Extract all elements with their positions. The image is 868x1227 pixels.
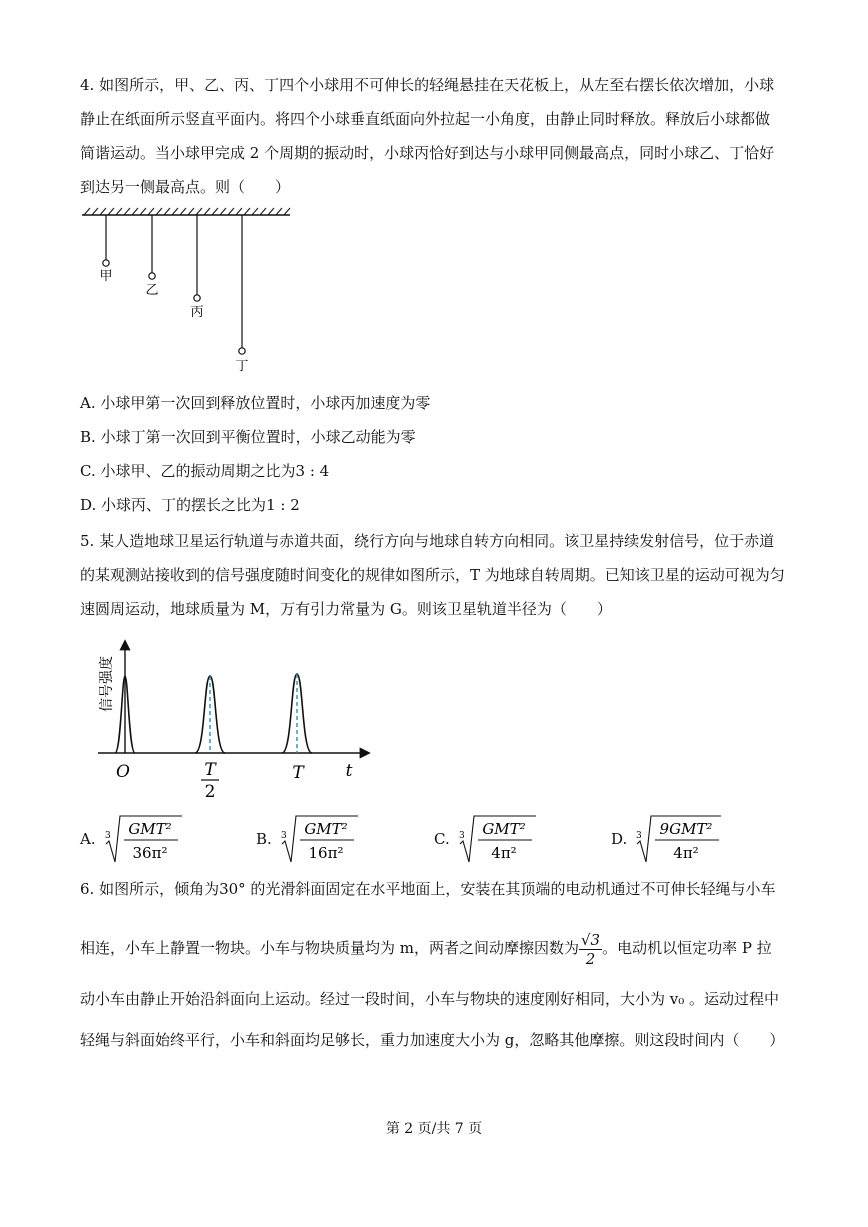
y-axis-label: 信号强度 bbox=[99, 656, 115, 712]
fraction-denominator: 2 bbox=[585, 949, 596, 968]
option-letter: D. bbox=[611, 830, 628, 848]
option-letter: C. bbox=[80, 462, 96, 480]
option-text: 小球甲、乙的振动周期之比为 bbox=[100, 462, 296, 480]
signal-strength-chart bbox=[92, 634, 382, 804]
q6-stem-line-3: 动小车由静止开始沿斜面向上运动。经过一段时间，小车与物块的速度刚好相同，大小为 v₀ 。运动过程中 bbox=[80, 990, 780, 1008]
ceiling-hatching bbox=[84, 208, 290, 215]
q5-stem bbox=[80, 524, 792, 626]
q4-option-c bbox=[80, 460, 329, 482]
denominator: 16π² bbox=[308, 844, 344, 862]
fraction-numerator: √3 bbox=[581, 930, 601, 949]
cube-root-expression bbox=[102, 810, 184, 868]
denominator: 4π² bbox=[491, 844, 517, 862]
option-letter: C. bbox=[434, 830, 450, 848]
numerator: 9GMT² bbox=[659, 820, 713, 838]
option-letter: D. bbox=[80, 496, 97, 514]
numerator: GMT² bbox=[482, 820, 526, 838]
x-axis-label: t bbox=[345, 761, 353, 781]
q6-stem-text: 。电动机以恒定功率 P 拉 bbox=[602, 939, 772, 957]
option-ratio: 1 : 2 bbox=[266, 496, 300, 514]
tick-label-origin: O bbox=[116, 762, 130, 782]
pendulum-bing bbox=[190, 215, 203, 320]
q5-stem-line: 5. 某人造地球卫星运行轨道与赤道共面，绕行方向与地球自转方向相同。该卫星持续发射信号，位于赤道 bbox=[80, 532, 775, 550]
denominator: 36π² bbox=[132, 844, 168, 862]
label-jia: 甲 bbox=[99, 269, 113, 284]
page-footer: 第 2 页/共 7 页 bbox=[385, 1121, 483, 1137]
option-letter: B. bbox=[80, 428, 96, 446]
tick-label-period: T bbox=[292, 763, 304, 783]
root-index: 3 bbox=[636, 831, 642, 841]
q4-option-b bbox=[80, 426, 416, 448]
label-ding: 丁 bbox=[235, 359, 249, 374]
option-letter: B. bbox=[256, 830, 272, 848]
tick-label-half-period-num: T bbox=[204, 760, 216, 780]
q4-option-a bbox=[80, 392, 430, 414]
pendulum-ding bbox=[235, 215, 248, 374]
denominator: 4π² bbox=[673, 844, 699, 862]
q6-stem-line-4: 轻绳与斜面始终平行，小车和斜面均足够长，重力加速度大小为 g，忽略其他摩擦。则这段时间内（ ） bbox=[80, 1031, 785, 1049]
q6-stem-line-2 bbox=[80, 924, 772, 972]
cube-root-expression bbox=[633, 810, 725, 868]
root-index: 3 bbox=[459, 831, 465, 841]
numerator: GMT² bbox=[128, 820, 172, 838]
label-bing: 丙 bbox=[190, 305, 204, 320]
option-text: 小球甲第一次回到释放位置时，小球丙加速度为零 bbox=[100, 394, 431, 412]
q6-stem-line-1: 6. 如图所示，倾角为30° 的光滑斜面固定在水平地面上，安装在其顶端的电动机通过不可伸长轻绳与小车 bbox=[80, 880, 776, 898]
q4-stem-line: 简谐运动。当小球甲完成 2 个周期的振动时，小球丙恰好到达与小球甲同侧最高点，同时小球乙、丁恰好 bbox=[80, 144, 775, 162]
pendulum-jia bbox=[99, 215, 112, 284]
pendulum-yi bbox=[145, 215, 158, 298]
q4-stem-line: 静止在纸面所示竖直平面内。将四个小球垂直纸面向外拉起一小角度，由静止同时释放。释放后小球都做 bbox=[80, 110, 771, 128]
q4-stem bbox=[80, 68, 792, 204]
friction-coefficient-fraction bbox=[579, 931, 602, 968]
numerator: GMT² bbox=[304, 820, 348, 838]
q4-option-d bbox=[80, 494, 300, 516]
cube-root-expression bbox=[456, 810, 538, 868]
option-text: 小球丁第一次回到平衡位置时，小球乙动能为零 bbox=[100, 428, 416, 446]
root-index: 3 bbox=[281, 831, 287, 841]
option-letter: A. bbox=[80, 394, 96, 412]
cube-root-expression bbox=[278, 810, 360, 868]
signal-peak-2 bbox=[282, 674, 312, 753]
tick-label-half-period-den: 2 bbox=[204, 782, 216, 802]
option-ratio: 3 : 4 bbox=[295, 462, 330, 480]
q4-stem-line: 到达另一侧最高点。则（ ） bbox=[80, 178, 291, 196]
option-letter: A. bbox=[80, 830, 96, 848]
pendulum-figure bbox=[78, 206, 298, 382]
q5-stem-line: 速圆周运动，地球质量为 M，万有引力常量为 G。则该卫星轨道半径为（ ） bbox=[80, 600, 612, 618]
q4-stem-line: 4. 如图所示，甲、乙、丙、丁四个小球用不可伸长的轻绳悬挂在天花板上，从左至右摆长依次增加，小球 bbox=[80, 76, 775, 94]
option-text: 小球丙、丁的摆长之比为 bbox=[101, 496, 267, 514]
label-yi: 乙 bbox=[145, 283, 159, 298]
q6-stem-text: 相连，小车上静置一物块。小车与物块质量均为 m，两者之间动摩擦因数为 bbox=[80, 939, 579, 957]
root-index: 3 bbox=[105, 831, 111, 841]
q5-stem-line: 的某观测站接收到的信号强度随时间变化的规律如图所示，T 为地球自转周期。已知该卫星的运动可视为匀 bbox=[80, 566, 785, 584]
